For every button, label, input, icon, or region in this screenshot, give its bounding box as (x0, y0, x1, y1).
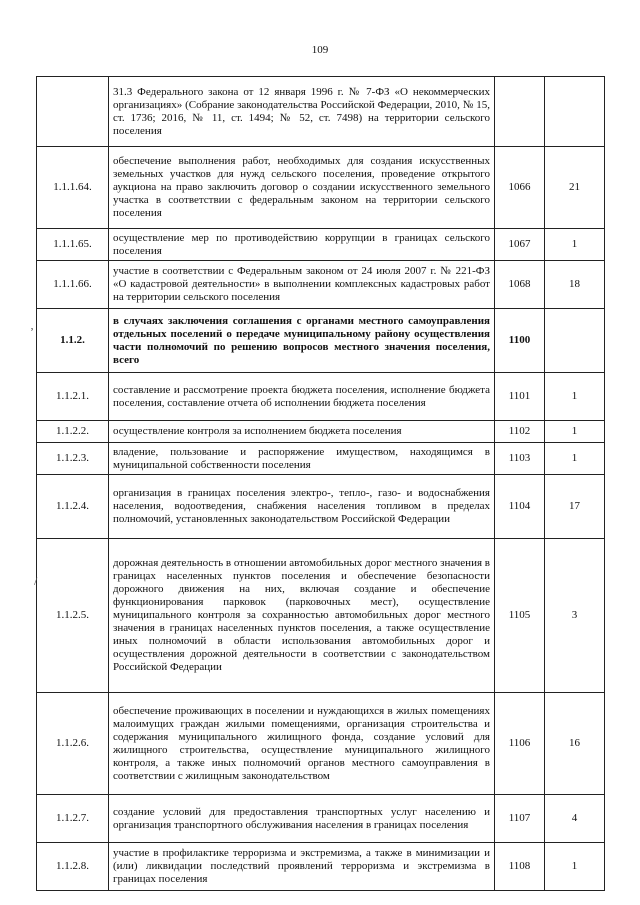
row-value: 1 (545, 843, 605, 891)
table-row (37, 843, 605, 891)
row-value: 21 (545, 147, 605, 229)
row-line-number: 1066 (495, 147, 545, 229)
table-row (37, 421, 605, 443)
table-row (37, 229, 605, 261)
row-line-number: 1101 (495, 373, 545, 421)
document-table (36, 76, 605, 891)
row-code (37, 77, 109, 147)
row-value: 18 (545, 261, 605, 309)
row-description: осуществление контроля за исполнением бюджета поселения (109, 421, 495, 443)
row-code: 1.1.2.7. (37, 795, 109, 843)
row-code: 1.1.2. (37, 309, 109, 373)
table-row (37, 693, 605, 795)
row-value: 1 (545, 373, 605, 421)
row-line-number: 1104 (495, 475, 545, 539)
row-line-number: 1106 (495, 693, 545, 795)
row-line-number: 1107 (495, 795, 545, 843)
table-row (37, 147, 605, 229)
row-description: владение, пользование и распоряжение имуществом, находящимся в муниципальной собственности поселения (109, 443, 495, 475)
row-value: 1 (545, 421, 605, 443)
row-line-number: 1067 (495, 229, 545, 261)
row-description: участие в соответствии с Федеральным законом от 24 июля 2007 г. № 221-ФЗ «О кадастровой деятельности» в выполнении комплексных кадастровых работ на территории сельского поселения (109, 261, 495, 309)
row-line-number: 1105 (495, 539, 545, 693)
row-description: 31.3 Федерального закона от 12 января 1996 г. № 7-ФЗ «О некоммерческих организациях» (Собрание законодательства Российской Федерации, 2010, № 15, ст. 1736; 2016, № 11, ст. 1494; № 52, ст. 7498) на территории сельского поселения (109, 77, 495, 147)
margin-mark: ‚ (30, 318, 34, 332)
page-number: 109 (311, 44, 329, 56)
table-row (37, 77, 605, 147)
row-value: 16 (545, 693, 605, 795)
table-row (37, 795, 605, 843)
row-description: в случаях заключения соглашения с органами местного самоуправления отдельных поселений о передаче муниципальному району осуществления части полномочий по решению вопросов местного значения поселения, всего (109, 309, 495, 373)
row-description: обеспечение выполнения работ, необходимых для создания искусственных земельных участков для нужд сельского поселения, проведение открытого аукциона на право заключить договор о создании искусственного земельного участка в соответствии с федеральным законом на территории сельского поселения (109, 147, 495, 229)
row-value (545, 309, 605, 373)
row-description: осуществление мер по противодействию коррупции в границах сельского поселения (109, 229, 495, 261)
row-description: дорожная деятельность в отношении автомобильных дорог местного значения в границах населенных пунктов поселения и обеспечение безопасности дорожного движения на них, включая создание и обеспечение функционирования парковок (парковочных мест), осуществление муниципального контроля за сохранностью автомобильных дорог местного значения в границах населенных пунктов поселения, а также осуществление иных полномочий в области использования автомобильных дорог и осуществления дорожной деятельности в соответствии с законодательством Российской Федерации (109, 539, 495, 693)
row-code: 1.1.2.3. (37, 443, 109, 475)
row-value: 1 (545, 443, 605, 475)
table-row (37, 373, 605, 421)
table-row (37, 261, 605, 309)
row-code: 1.1.1.65. (37, 229, 109, 261)
table-row (37, 539, 605, 693)
row-code: 1.1.2.6. (37, 693, 109, 795)
row-code: 1.1.2.2. (37, 421, 109, 443)
row-description: создание условий для предоставления транспортных услуг населению и организация транспортного обслуживания населения в границах поселения (109, 795, 495, 843)
row-line-number (495, 77, 545, 147)
table-row (37, 309, 605, 373)
row-description: составление и рассмотрение проекта бюджета поселения, исполнение бюджета поселения, составление отчета об исполнении бюджета поселения (109, 373, 495, 421)
row-line-number: 1108 (495, 843, 545, 891)
row-value: 1 (545, 229, 605, 261)
margin-mark: / (34, 574, 38, 588)
row-value (545, 77, 605, 147)
row-line-number: 1102 (495, 421, 545, 443)
table-row (37, 475, 605, 539)
row-code: 1.1.2.1. (37, 373, 109, 421)
row-line-number: 1068 (495, 261, 545, 309)
row-line-number: 1103 (495, 443, 545, 475)
row-code: 1.1.2.4. (37, 475, 109, 539)
row-line-number: 1100 (495, 309, 545, 373)
row-description: участие в профилактике терроризма и экстремизма, а также в минимизации и (или) ликвидации последствий проявлений терроризма и экстремизма в границах поселения (109, 843, 495, 891)
row-code: 1.1.1.64. (37, 147, 109, 229)
row-code: 1.1.2.5. (37, 539, 109, 693)
row-value: 17 (545, 475, 605, 539)
row-value: 4 (545, 795, 605, 843)
row-description: организация в границах поселения электро-, тепло-, газо- и водоснабжения населения, водоотведения, снабжения населения топливом в пределах полномочий, установленных законодательством Российской Федерации (109, 475, 495, 539)
row-code: 1.1.1.66. (37, 261, 109, 309)
table-row (37, 443, 605, 475)
row-code: 1.1.2.8. (37, 843, 109, 891)
row-value: 3 (545, 539, 605, 693)
row-description: обеспечение проживающих в поселении и нуждающихся в жилых помещениях малоимущих граждан жилыми помещениями, организация строительства и содержания муниципального жилищного фонда, создание условий для жилищного строительства, осуществление муниципального жилищного контроля, а также иных полномочий органов местного самоуправления в соответствии с жилищным законодательством (109, 693, 495, 795)
